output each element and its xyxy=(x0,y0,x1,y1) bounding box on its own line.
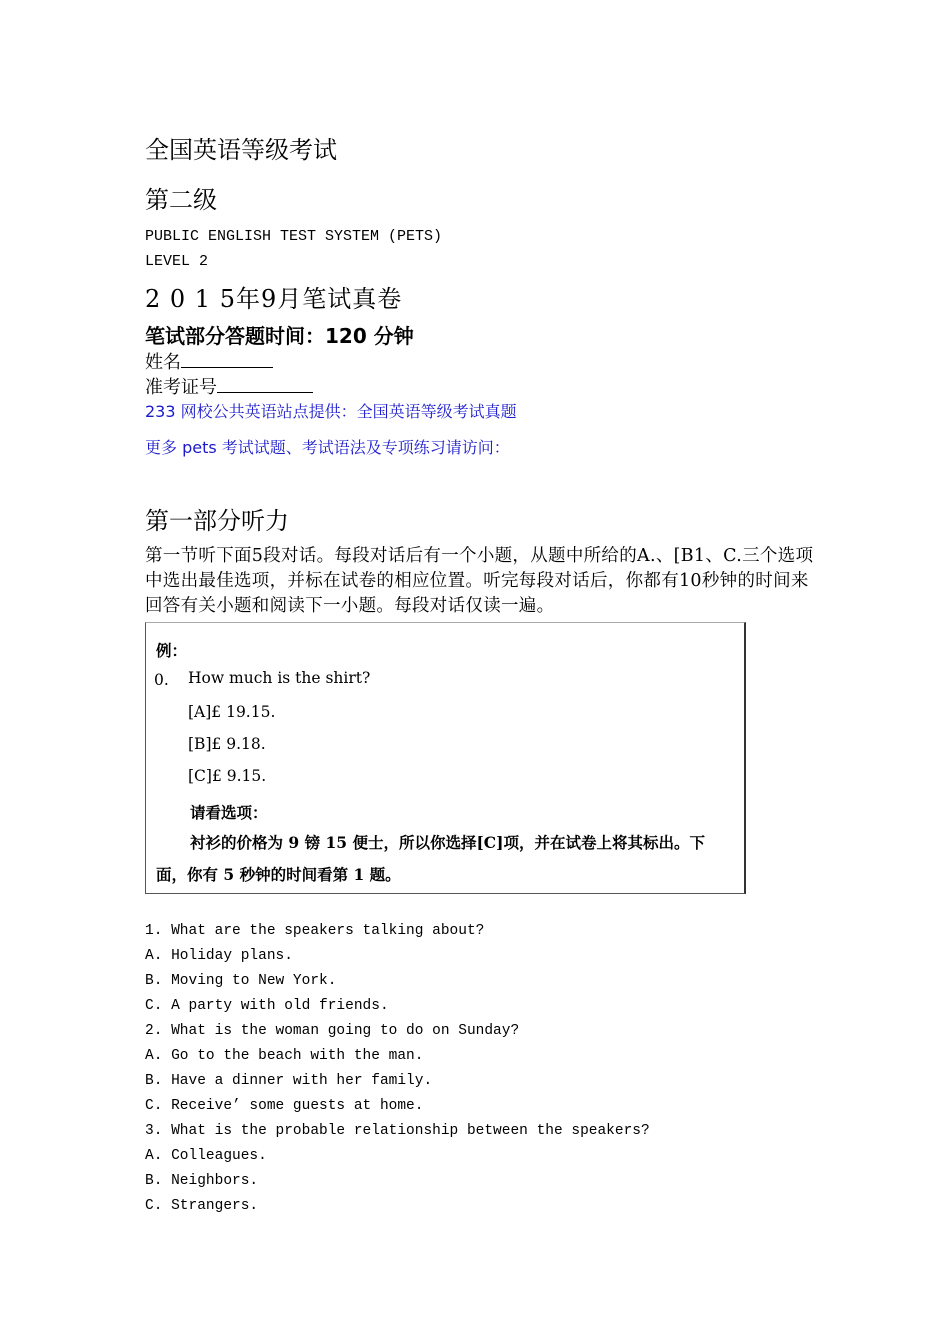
english-level: LEVEL 2 xyxy=(145,253,209,270)
example-note-line1: 衬衫的价格为 9 镑 15 便士，所以你选择[C]项，并在试卷上将其标出。下 xyxy=(190,833,705,852)
question-line: A. Colleagues. xyxy=(145,1148,267,1164)
exam-paper-title: 2 0 1 5年9月笔试真卷 xyxy=(145,285,403,313)
id-field xyxy=(145,374,313,400)
section-title: 第一部分听力 xyxy=(145,507,289,535)
id-label: 准考证号 xyxy=(145,377,217,398)
exam-title: 全国英语等级考试 xyxy=(145,136,337,164)
name-blank xyxy=(181,349,273,368)
question-line: C. A party with old friends. xyxy=(145,998,389,1014)
level-heading: 第二级 xyxy=(145,186,217,214)
example-hint: 请看选项： xyxy=(190,803,268,822)
english-name: PUBLIC ENGLISH TEST SYSTEM (PETS) xyxy=(145,228,443,245)
id-blank xyxy=(217,374,313,393)
example-box xyxy=(145,622,746,894)
question-line: 2. What is the woman going to do on Sunday? xyxy=(145,1023,520,1039)
question-line: C. Strangers. xyxy=(145,1198,259,1214)
question-line: B. Moving to New York. xyxy=(145,973,337,989)
example-number: 0. xyxy=(154,671,169,689)
question-line: 1. What are the speakers talking about? xyxy=(145,923,485,939)
example-note-line2: 面，你有 5 秒钟的时间看第 1 题。 xyxy=(156,865,401,884)
example-option-c: [C]£ 9.15. xyxy=(188,767,267,785)
question-line: 3. What is the probable relationship between the speakers? xyxy=(145,1123,650,1139)
question-line: C. Receive’ some guests at home. xyxy=(145,1098,424,1114)
name-field xyxy=(145,349,273,375)
example-option-a: [A]£ 19.15. xyxy=(188,703,276,721)
section-intro: 第一节听下面5段对话。每段对话后有一个小题，从题中所给的A.、[B1、C.三个选项中选出最佳选项，并标在试卷的相应位置。听完每段对话后，你都有10秒钟的时间来回答有关小题和阅读下一小题。每段对话仅读一遍。 xyxy=(145,546,814,616)
example-label: 例： xyxy=(156,641,188,660)
more-link[interactable]: 更多 pets 考试试题、考试语法及专项练习请访问： xyxy=(145,438,510,457)
source-link[interactable]: 233 网校公共英语站点提供：全国英语等级考试真题 xyxy=(145,402,517,421)
time-note: 笔试部分答题时间：120 分钟 xyxy=(145,324,414,348)
question-line: A. Holiday plans. xyxy=(145,948,293,964)
example-question: How much is the shirt? xyxy=(188,669,371,687)
name-label: 姓名 xyxy=(145,352,181,373)
example-option-b: [B]£ 9.18. xyxy=(188,735,266,753)
question-line: A. Go to the beach with the man. xyxy=(145,1048,424,1064)
question-line: B. Have a dinner with her family. xyxy=(145,1073,433,1089)
question-line: B. Neighbors. xyxy=(145,1173,259,1189)
